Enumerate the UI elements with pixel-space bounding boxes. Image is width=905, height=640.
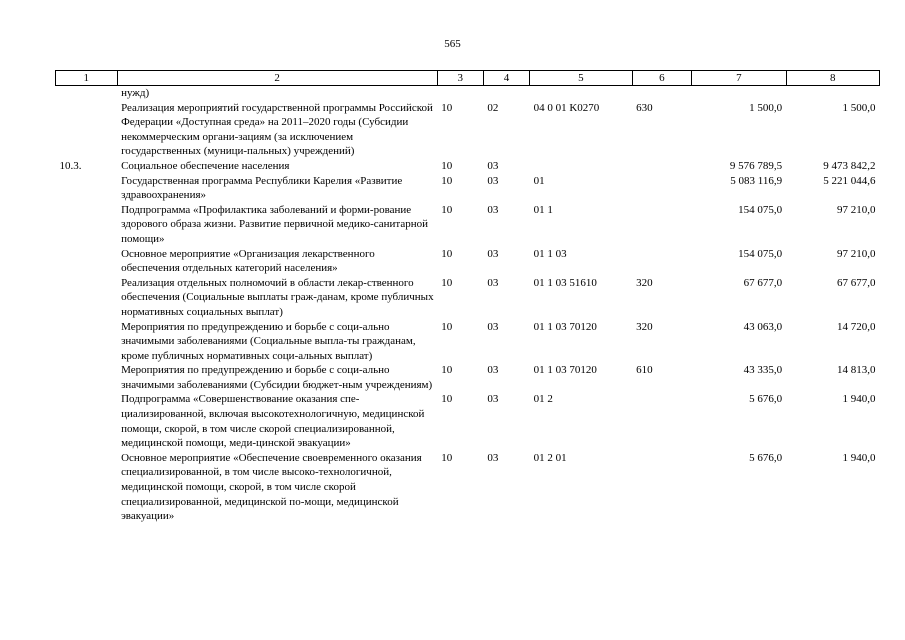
expense-type-code: 320 [636, 320, 653, 333]
section-code: 10 [441, 159, 453, 172]
budget-table [55, 70, 880, 524]
subsection-code: 03 [487, 247, 499, 260]
expense-type-code [632, 247, 692, 276]
amount-col-7: 154 075,0 [738, 203, 783, 216]
row-name: Реализация мероприятий государственной программы Российской Федерации «Доступная среда» на 2011–2020 годы (Субсидии некоммерческим органи-зациям (за исключением государственных (муници-пальных) учреждений) [121, 101, 433, 158]
section-code [437, 86, 483, 101]
row-name: Основное мероприятие «Обеспечение своевременного оказания специализированной, в том числе высоко-технологичной, медицинской помощи, скорой, в том числе скорой специализированной, медицинской по-мощи, медицинской эвакуации» [121, 451, 422, 523]
row-number [56, 86, 118, 101]
column-header-2: 2 [117, 71, 437, 86]
section-code: 10 [441, 174, 453, 187]
target-article-code: 01 1 03 70120 [533, 364, 597, 377]
row-name: Мероприятия по предупреждению и борьбе с соци-ально значимыми заболеваниями (Социальные выпла-ты гражданам, кроме публичных нормативных соци-альных выплат) [121, 320, 416, 362]
subsection-code: 03 [487, 320, 499, 333]
row-name: Подпрограмма «Совершенствование оказания спе-циализированной, включая высокотехнологичную, медицинской помощи, скорой, в том числе скорой специализированной, медицинской помощи, меди-цинской эвакуации» [121, 393, 425, 450]
row-name: Мероприятия по предупреждению и борьбе с соци-ально значимыми заболеваниями (Субсидии бюджет-ным учреждениям) [121, 364, 433, 391]
target-article-code [530, 86, 633, 101]
amount-col-8: 9 473 842,2 [823, 159, 876, 172]
table-row [56, 451, 880, 524]
table-row [56, 247, 880, 276]
table-row [56, 159, 880, 174]
target-article-code: 01 1 03 51610 [533, 276, 597, 289]
subsection-code: 03 [487, 393, 499, 406]
expense-type-code [632, 451, 692, 524]
row-name: Государственная программа Республики Карелия «Развитие здравоохранения» [121, 174, 403, 202]
subsection-code: 03 [487, 159, 499, 172]
target-article-code: 01 [533, 174, 545, 187]
table-row [56, 363, 880, 392]
target-article-code: 01 1 [533, 203, 553, 216]
row-number [56, 392, 118, 450]
column-header-5: 5 [530, 71, 633, 86]
row-number [56, 174, 118, 203]
table-row [56, 101, 880, 159]
expense-type-code [632, 203, 692, 247]
row-name: нужд) [121, 87, 150, 99]
row-number [56, 247, 118, 276]
amount-col-8: 97 210,0 [837, 203, 876, 216]
target-article-code [530, 159, 633, 174]
column-header-1: 1 [56, 71, 118, 86]
amount-col-7: 67 677,0 [743, 276, 783, 289]
target-article-code: 01 1 03 70120 [533, 320, 597, 333]
row-number [56, 363, 118, 392]
table-row [56, 86, 880, 101]
column-header-8: 8 [786, 71, 879, 86]
amount-col-7 [692, 86, 786, 101]
column-header-7: 7 [692, 71, 786, 86]
table-body [56, 86, 880, 524]
table-row [56, 174, 880, 203]
amount-col-7: 5 676,0 [749, 393, 783, 406]
amount-col-7: 154 075,0 [738, 247, 783, 260]
subsection-code: 03 [487, 203, 499, 216]
section-code: 10 [441, 276, 453, 289]
amount-col-7: 43 335,0 [743, 364, 783, 377]
amount-col-7: 5 083 116,9 [730, 174, 783, 187]
row-number [56, 101, 118, 159]
subsection-code: 02 [487, 101, 499, 114]
amount-col-8: 97 210,0 [837, 247, 876, 260]
subsection-code: 03 [487, 364, 499, 377]
expense-type-code: 630 [636, 101, 653, 114]
table-row [56, 392, 880, 450]
amount-col-8: 14 813,0 [837, 364, 876, 377]
amount-col-7: 43 063,0 [743, 320, 783, 333]
section-code: 10 [441, 101, 453, 114]
amount-col-7: 1 500,0 [749, 101, 783, 114]
table-row [56, 320, 880, 364]
amount-col-7: 5 676,0 [749, 451, 783, 464]
page-number: 565 [444, 38, 461, 50]
row-name: Реализация отдельных полномочий в области лекар-ственного обеспечения (Социальные выплаты граж-данам, кроме публичных нормативных социальных выплат) [121, 276, 434, 318]
section-code: 10 [441, 320, 453, 333]
amount-col-8: 1 500,0 [842, 101, 876, 114]
subsection-code: 03 [487, 174, 499, 187]
amount-col-8: 14 720,0 [837, 320, 876, 333]
table-row [56, 203, 880, 247]
subsection-code: 03 [487, 451, 499, 464]
amount-col-8: 1 940,0 [842, 451, 876, 464]
section-code: 10 [441, 393, 453, 406]
section-code: 10 [441, 451, 453, 464]
subsection-code: 03 [487, 276, 499, 289]
table-header [56, 71, 880, 86]
amount-col-8 [786, 86, 879, 101]
section-code: 10 [441, 203, 453, 216]
amount-col-8: 67 677,0 [837, 276, 876, 289]
table-row [56, 276, 880, 320]
row-number [56, 451, 118, 524]
expense-type-code: 610 [636, 364, 653, 377]
row-name: Подпрограмма «Профилактика заболеваний и форми-рование здорового образа жизни. Развитие первичной медико-санитарной помощи» [121, 203, 429, 245]
row-number [56, 203, 118, 247]
subsection-code [483, 86, 529, 101]
row-number [56, 320, 118, 364]
expense-type-code [632, 159, 692, 174]
expense-type-code: 320 [636, 276, 653, 289]
expense-type-code [632, 86, 692, 101]
amount-col-7: 9 576 789,5 [729, 159, 783, 172]
section-code: 10 [441, 364, 453, 377]
target-article-code: 04 0 01 K0270 [533, 101, 600, 114]
row-number [56, 276, 118, 320]
section-code: 10 [441, 247, 453, 260]
amount-col-8: 5 221 044,6 [823, 174, 876, 187]
amount-col-8: 1 940,0 [842, 393, 876, 406]
target-article-code: 01 2 01 [533, 451, 567, 464]
expense-type-code [632, 174, 692, 203]
column-header-4: 4 [483, 71, 529, 86]
expense-type-code [632, 392, 692, 450]
column-header-3: 3 [437, 71, 483, 86]
row-name: Основное мероприятие «Организация лекарственного обеспечения отдельных категорий населения» [121, 247, 375, 275]
target-article-code: 01 1 03 [533, 247, 567, 260]
row-name: Социальное обеспечение населения [121, 159, 290, 172]
target-article-code: 01 2 [533, 393, 553, 406]
column-header-6: 6 [632, 71, 692, 86]
row-number: 10.3. [59, 159, 82, 172]
